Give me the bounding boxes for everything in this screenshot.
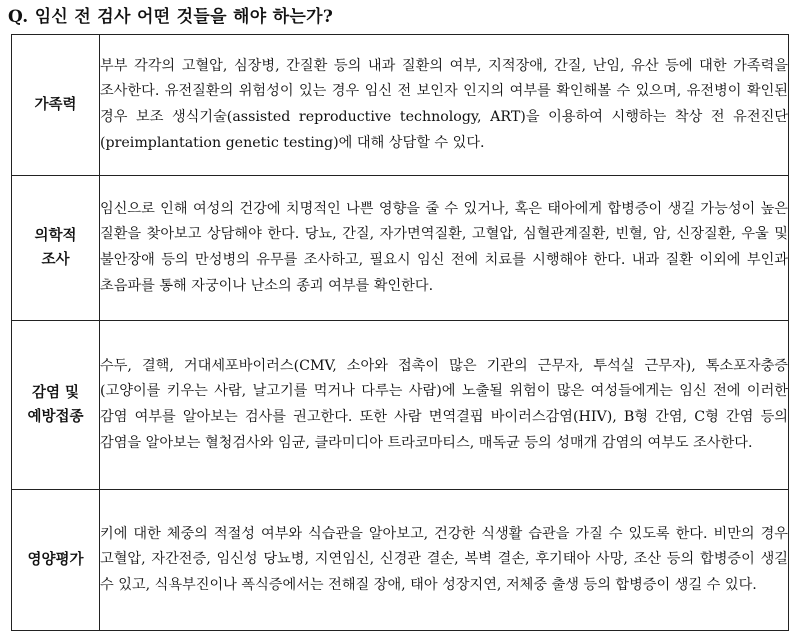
row-description: 수두, 결핵, 거대세포바이러스(CMV, 소아와 접촉이 많은 기관의 근무자, 투석실 근무자), 톡소포자충증(고양이를 키우는 사람, 날고기를 먹거나 다루는 사람)에 노출될 위험이 많은 여성들에게는 임신 전에 이러한 감염 여부를 알아보는 검사를 권고한다. 또한 사람 면역결핍 바이러스감염(HIV), B형 간염, C형 간염 등의 감염을 알아보는 혈청검사와 임균, 클라미디아 트라코마티스, 매독균 등의 성매개 감염의 여부도 조사한다. (100, 321, 789, 490)
table-row-family-history (12, 35, 789, 176)
row-category-cell (12, 321, 100, 490)
table-row-nutrition (12, 490, 789, 631)
row-description: 부부 각각의 고혈압, 심장병, 간질환 등의 내과 질환의 여부, 지적장애, 간질, 난임, 유산 등에 대한 가족력을 조사한다. 유전질환의 위험성이 있는 경우 임신 전 보인자 인지의 여부를 확인해볼 수 있으며, 유전병이 확인된 경우 보조 생식기술(assisted reproductive technology, ART)을 이용하여 시행하는 착상 전 유전진단(preimplantation genetic testing)에 대해 상담할 수 있다. (100, 35, 789, 176)
table-row-infection-vaccination (12, 321, 789, 490)
row-description: 임신으로 인해 여성의 건강에 치명적인 나쁜 영향을 줄 수 있거나, 혹은 태아에게 합병증이 생길 가능성이 높은 질환을 찾아보고 상담해야 한다. 당뇨, 간질, 자가면역질환, 고혈압, 심혈관계질환, 빈혈, 암, 신장질환, 우울 및 불안장애 등의 만성병의 유무를 조사하고, 필요시 임신 전에 치료를 시행해야 한다. 내과 질환 이외에 부인과 초음파를 통해 자궁이나 난소의 종괴 여부를 확인한다. (100, 176, 789, 321)
exam-table (11, 34, 789, 631)
row-description: 키에 대한 체중의 적절성 여부와 식습관을 알아보고, 건강한 식생활 습관을 가질 수 있도록 한다. 비만의 경우 고혈압, 자간전증, 임신성 당뇨병, 지연임신, 신경관 결손, 복벽 결손, 후기태아 사망, 조산 등의 합병증이 생길 수 있고, 식욕부진이나 폭식증에서는 전해질 장애, 태아 성장지연, 저체중 출생 등의 합병증이 생길 수 있다. (100, 490, 789, 631)
page-title: Q. 임신 전 검사 어떤 것들을 해야 하는가? (8, 7, 334, 27)
table-row-medical-exam (12, 176, 789, 321)
row-category-cell (12, 490, 100, 631)
category-label: 가족력 (34, 96, 77, 113)
row-category-cell (12, 35, 100, 176)
category-label: 의학적 조사 (34, 227, 77, 268)
row-category-cell (12, 176, 100, 321)
category-label: 영양평가 (27, 551, 84, 568)
category-label: 감염 및 예방접종 (27, 384, 84, 425)
